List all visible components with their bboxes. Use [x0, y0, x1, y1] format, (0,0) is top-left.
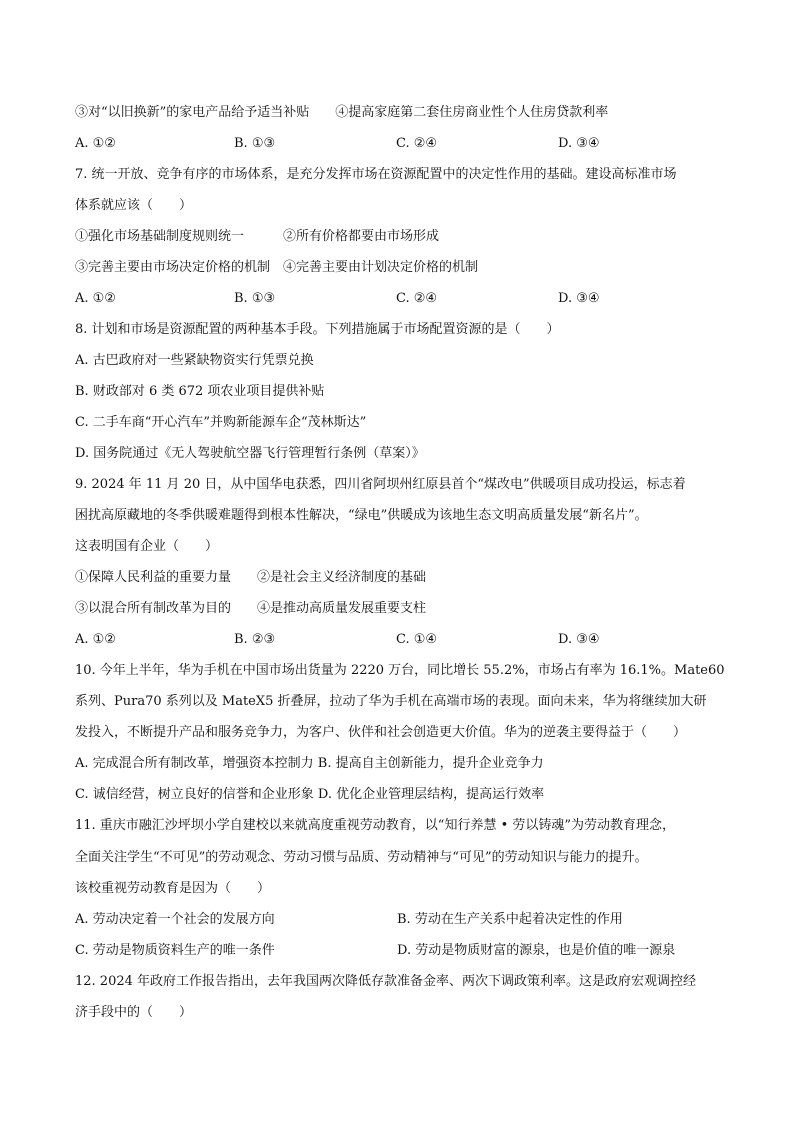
q10-choice-cd: C. 诚信经营，树立良好的信誉和企业形象 D. 优化企业管理层结构，提高运行效率: [75, 787, 545, 802]
q6-option-a: A. ①②: [75, 136, 116, 151]
q11-choice-b: B. 劳动在生产关系中起着决定性的作用: [397, 912, 623, 927]
q9-option-c: C. ①④: [396, 632, 438, 647]
q8-stem: 8. 计划和市场是资源配置的两种基本手段。下列措施属于市场配置资源的是（ ）: [75, 322, 560, 337]
q7-item-line-2: ③完善主要由市场决定价格的机制 ④完善主要由计划决定价格的机制: [75, 260, 479, 275]
q6-item-line: ③对“以旧换新”的家电产品给予适当补贴 ④提高家庭第二套住房商业性个人住房贷款利率: [75, 105, 609, 120]
q9-stem-line-3: 这表明国有企业（ ）: [75, 539, 219, 554]
q11-choice-c: C. 劳动是物质资料生产的唯一条件: [75, 943, 275, 958]
q9-item-line-1: ①保障人民利益的重要力量 ②是社会主义经济制度的基础: [75, 570, 427, 585]
q9-option-b: B. ②③: [234, 632, 276, 647]
q9-stem-line-1: 9. 2024 年 11 月 20 日，从中国华电获悉，四川省阿坝州红原县首个“煤改电”供暖项目成功投运，标志着: [75, 477, 686, 492]
q8-choice-a: A. 古巴政府对一些紧缺物资实行凭票兑换: [75, 353, 314, 368]
q12-stem-line-1: 12. 2024 年政府工作报告指出，去年我国两次降低存款准备金率、两次下调政策利率。这是政府宏观调控经: [75, 974, 697, 989]
q8-choice-c: C. 二手车商“开心汽车”并购新能源车企“茂林斯达”: [75, 415, 367, 430]
q11-stem-line-1: 11. 重庆市融汇沙坪坝小学自建校以来就高度重视劳动教育，以“知行养慧 • 劳以铸魂”为劳动教育理念，: [75, 818, 676, 833]
q9-option-d: D. ③④: [558, 632, 600, 647]
q11-choice-d: D. 劳动是物质财富的源泉，也是价值的唯一源泉: [397, 943, 676, 958]
q6-option-d: D. ③④: [558, 136, 600, 151]
q9-option-a: A. ①②: [75, 632, 116, 647]
q7-option-d: D. ③④: [558, 291, 600, 306]
q7-stem-line-2: 体系就应该（ ）: [75, 198, 193, 213]
q11-stem-line-2: 全面关注学生“不可见”的劳动观念、劳动习惯与品质、劳动精神与“可见”的劳动知识与能力的提升。: [75, 850, 648, 865]
q12-stem-line-2: 济手段中的（ ）: [75, 1005, 193, 1020]
q10-choice-ab: A. 完成混合所有制改革，增强资本控制力 B. 提高自主创新能力，提升企业竞争力: [75, 756, 544, 771]
q9-item-line-2: ③以混合所有制改革为目的 ④是推动高质量发展重要支柱: [75, 601, 427, 616]
q7-option-b: B. ①③: [234, 291, 276, 306]
q6-option-b: B. ①③: [234, 136, 276, 151]
q10-stem-line-3: 发投入，不断提升产品和服务竞争力，为客户、伙伴和社会创造更大价值。华为的逆袭主要得益于（ ）: [75, 725, 687, 740]
q7-stem-line-1: 7. 统一开放、竞争有序的市场体系，是充分发挥市场在资源配置中的决定性作用的基础。建设高标准市场: [75, 167, 677, 182]
q7-option-a: A. ①②: [75, 291, 116, 306]
q10-stem-line-1: 10. 今年上半年，华为手机在中国市场出货量为 2220 万台，同比增长 55.2%，市场占有率为 16.1%。Mate60: [75, 663, 725, 678]
q11-choice-a: A. 劳动决定着一个社会的发展方向: [75, 912, 275, 927]
q11-stem-line-3: 该校重视劳动教育是因为（ ）: [75, 881, 271, 896]
q8-choice-b: B. 财政部对 6 类 672 项农业项目提供补贴: [75, 384, 325, 399]
q10-stem-line-2: 系列、Pura70 系列以及 MateX5 折叠屏，拉动了华为手机在高端市场的表现。面向未来，华为将继续加大研: [75, 694, 707, 709]
q9-stem-line-2: 困扰高原藏地的冬季供暖难题得到根本性解决，“绿电”供暖成为该地生态文明高质量发展“新名片”。: [75, 508, 648, 523]
q8-choice-d: D. 国务院通过《无人驾驶航空器飞行管理暂行条例（草案）》: [75, 446, 425, 461]
q7-item-line-1: ①强化市场基础制度规则统一 ②所有价格都要由市场形成: [75, 229, 440, 244]
q7-option-c: C. ②④: [396, 291, 438, 306]
q6-option-c: C. ②④: [396, 136, 438, 151]
